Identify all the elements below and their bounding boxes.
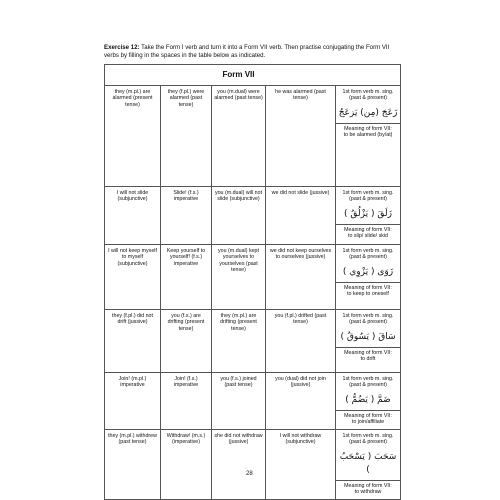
table-cell[interactable]: you (m.dual) will not slide (subjunctive): [212, 187, 266, 245]
page-number: 28: [246, 471, 253, 477]
table-cell[interactable]: I will not withdraw (subjunctive): [266, 430, 336, 500]
table-cell[interactable]: you (f.s.) joined (past tense): [212, 373, 266, 430]
meaning-text: to join/affiliate: [351, 419, 385, 426]
table-header-row: [105, 65, 401, 86]
table-cell[interactable]: he was alarmed (past tense): [266, 86, 336, 187]
table-cell[interactable]: I will not keep myself to myself (subjunctive): [105, 245, 161, 310]
arabic-root-verb: سَاقَ ( يَسُوقُ ): [340, 331, 396, 342]
table-cell[interactable]: they (m.pl.) are drifting (present tense): [212, 310, 266, 373]
conjugation-table: [104, 64, 401, 500]
root-verb-cell: [336, 310, 401, 373]
table-cell[interactable]: you (dual) did not join (jussive): [266, 373, 336, 430]
table-header-title: Form VII: [212, 65, 266, 86]
table-cell[interactable]: Slide! (f.s.) imperative: [161, 187, 212, 245]
exercise-title: Exercise 12:: [104, 44, 140, 51]
meaning-text: to be alarmed (by/at): [343, 132, 393, 139]
root-verb-cell: [336, 373, 401, 430]
table-cell[interactable]: Join! (m.pl.) imperative: [105, 373, 161, 430]
table-cell[interactable]: you (m.dual) kept yourselves to yourselves (past tense): [212, 245, 266, 310]
root-verb-cell: [336, 430, 401, 500]
meaning-text: to drift: [360, 356, 376, 363]
exercise-instruction-text: Take the Form I verb and turn it into a Form VII verb. Then practise conjugating the Form VII verbs by filling in the spaces in the table below as indicated.: [104, 44, 390, 60]
arabic-root-verb: ضَمَّ ( يَضُمُّ ): [345, 394, 391, 405]
meaning-label: Meaning of form VII:: [344, 412, 392, 419]
arabic-root-verb: زَعَجَ (مِن) يَزعَجُ: [338, 107, 398, 118]
meaning-text: to slip/ slide/ skid: [347, 233, 389, 240]
root-verb-label: 1st form verb m. sing. (past & present): [342, 313, 394, 326]
root-verb-label: 1st form verb m. sing. (past & present): [342, 433, 394, 446]
table-cell[interactable]: Keep yourself to yourself! (f.s.) imperative: [161, 245, 212, 310]
meaning-label: Meaning of form VII:: [344, 284, 392, 291]
meaning-label: Meaning of form VII:: [344, 226, 392, 233]
meaning-label: Meaning of form VII:: [344, 482, 392, 489]
table-cell[interactable]: we did not slide (jussive): [266, 187, 336, 245]
root-verb-label: 1st form verb m. sing. (past & present): [342, 190, 394, 203]
meaning-text: to keep to oneself: [347, 291, 389, 298]
table-row: [105, 373, 401, 430]
meaning-text: to withdraw: [354, 489, 382, 496]
table-cell[interactable]: she did not withdraw (jussive): [212, 430, 266, 500]
table-cell[interactable]: they (f.pl.) were alarmed (past tense): [161, 86, 212, 187]
table-cell[interactable]: you (f.s.) are drifting (present tense): [161, 310, 212, 373]
meaning-label: Meaning of form VII:: [344, 125, 392, 132]
table-cell[interactable]: they (m.pl.) withdrew (past tense): [105, 430, 161, 500]
exercise-instructions: [104, 44, 404, 61]
arabic-root-verb: زَوَى ( يَزْوِي ): [342, 266, 394, 277]
table-row: [105, 187, 401, 245]
root-verb-cell: [336, 245, 401, 310]
table-row: [105, 310, 401, 373]
table-cell[interactable]: Join! (f.s.) imperative: [161, 373, 212, 430]
root-verb-label: 1st form verb m. sing. (past & present): [342, 376, 394, 389]
table-cell[interactable]: we did not keep ourselves to ourselves (jussive): [266, 245, 336, 310]
table-cell[interactable]: Withdraw! (m.s.) (imperative): [161, 430, 212, 500]
table-cell[interactable]: I will not slide (subjunctive): [105, 187, 161, 245]
table-row: [105, 86, 401, 187]
table-cell[interactable]: you (m.dual) were alarmed (past tense): [212, 86, 266, 187]
table-row: [105, 245, 401, 310]
table-row: [105, 430, 401, 500]
root-verb-cell: [336, 187, 401, 245]
table-cell[interactable]: they (m.pl.) are alarmed (present tense): [105, 86, 161, 187]
table-cell[interactable]: they (f.pl.) did not drift (jussive): [105, 310, 161, 373]
arabic-root-verb: سَحَبَ ( يَسْحَبُ ): [339, 451, 397, 475]
table-cell[interactable]: you (f.pl.) drifted (past tense): [266, 310, 336, 373]
arabic-root-verb: زَلَقَ ( يَزْلُقُ ): [344, 208, 392, 219]
meaning-label: Meaning of form VII:: [344, 349, 392, 356]
root-verb-cell: [336, 86, 401, 187]
root-verb-label: 1st form verb m. sing. (past & present): [342, 248, 394, 261]
root-verb-label: 1st form verb m. sing. (past & present): [342, 89, 394, 102]
